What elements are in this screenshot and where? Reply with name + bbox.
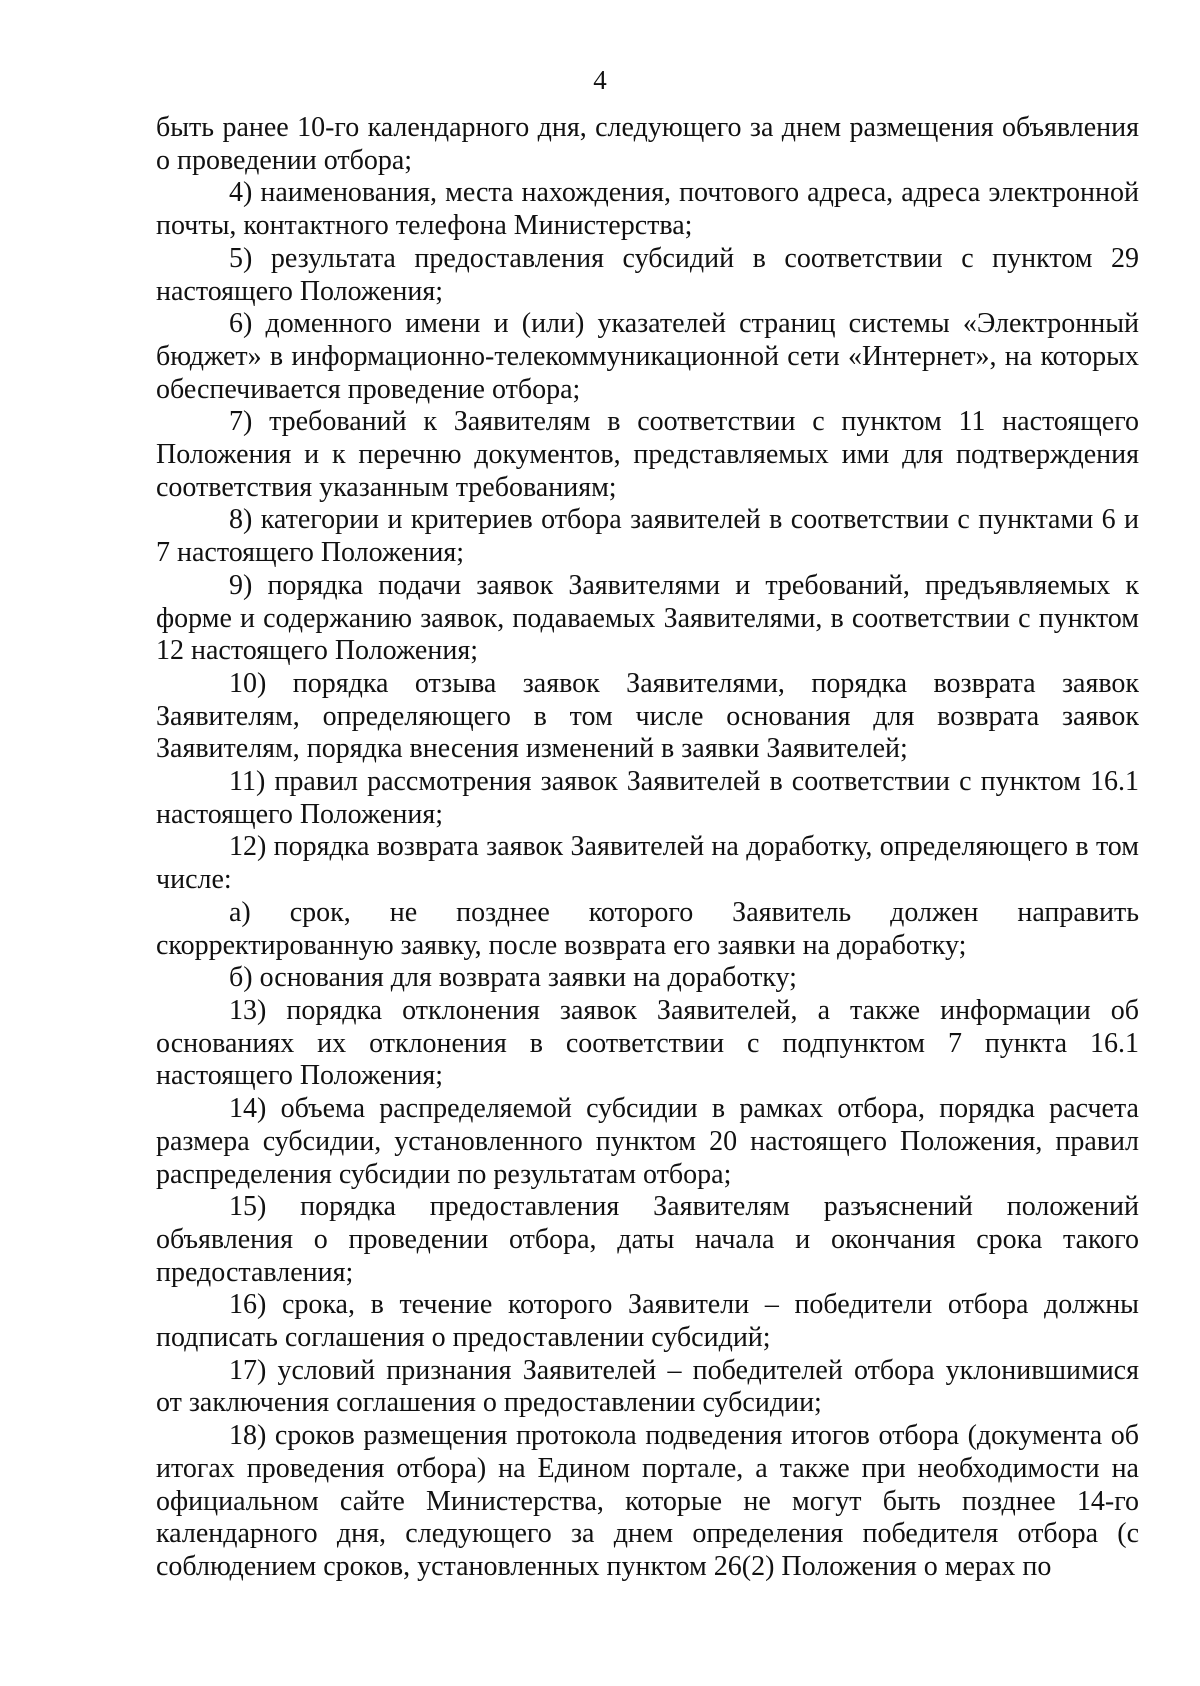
paragraph: а) срок, не позднее которого Заявитель должен направить скорректированную заявку, после возврата его заявки на доработку; (156, 896, 1139, 961)
paragraph: 18) сроков размещения протокола подведения итогов отбора (документа об итогах проведения отбора) на Едином портале, а также при необходимости на официальном сайте Министерства, которые не могут быть позднее 14-го календарного дня, следующего за днем определения победителя отбора (с соблюдением сроков, установленных пунктом 26(2) Положения о мерах по (156, 1420, 1139, 1582)
paragraph: 6) доменного имени и (или) указателей страниц системы «Электронный бюджет» в информационно-телекоммуникационной сети «Интернет», на которых обеспечивается проведение отбора; (156, 308, 1139, 405)
paragraph: 4) наименования, места нахождения, почтового адреса, адреса электронной почты, контактного телефона Министерства; (156, 177, 1139, 242)
paragraph: 12) порядка возврата заявок Заявителей на доработку, определяющего в том числе: (156, 831, 1139, 896)
paragraph: 14) объема распределяемой субсидии в рамках отбора, порядка расчета размера субсидии, установленного пунктом 20 настоящего Положения, правил распределения субсидии по результатам отбора; (156, 1093, 1139, 1190)
page-number: 4 (593, 65, 607, 95)
paragraph: 8) категории и критериев отбора заявителей в соответствии с пунктами 6 и 7 настоящего Положения; (156, 504, 1139, 569)
paragraph: 9) порядка подачи заявок Заявителями и требований, предъявляемых к форме и содержанию заявок, подаваемых Заявителями, в соответствии с пунктом 12 настоящего Положения; (156, 569, 1139, 667)
paragraph: 15) порядка предоставления Заявителям разъяснений положений объявления о проведении отбора, даты начала и окончания срока такого предоставления; (156, 1191, 1139, 1288)
paragraph: 11) правил рассмотрения заявок Заявителей в соответствии с пунктом 16.1 настоящего Положения; (156, 766, 1139, 830)
paragraph: 7) требований к Заявителям в соответствии с пунктом 11 настоящего Положения и к перечню документов, представляемых ими для подтверждения соответствия указанным требованиям; (156, 406, 1139, 503)
paragraph: 10) порядка отзыва заявок Заявителями, порядка возврата заявок Заявителям, определяющего в том числе основания для возврата заявок Заявителям, порядка внесения изменений в заявки Заявителей; (156, 667, 1139, 765)
paragraph: 16) срока, в течение которого Заявители – победители отбора должны подписать соглашения о предоставлении субсидий; (156, 1289, 1139, 1354)
paragraph: 17) условий признания Заявителей – победителей отбора уклонившимися от заключения соглашения о предоставлении субсидии; (156, 1354, 1139, 1419)
paragraph: б) основания для возврата заявки на доработку; (229, 962, 797, 994)
paragraph: быть ранее 10-го календарного дня, следующего за днем размещения объявления о проведении отбора; (156, 112, 1139, 176)
paragraph: 13) порядка отклонения заявок Заявителей, а также информации об основаниях их отклонения в соответствии с подпунктом 7 пункта 16.1 настоящего Положения; (156, 994, 1139, 1092)
paragraph: 5) результата предоставления субсидий в соответствии с пунктом 29 настоящего Положения; (156, 242, 1139, 307)
document-body (156, 112, 1139, 1584)
